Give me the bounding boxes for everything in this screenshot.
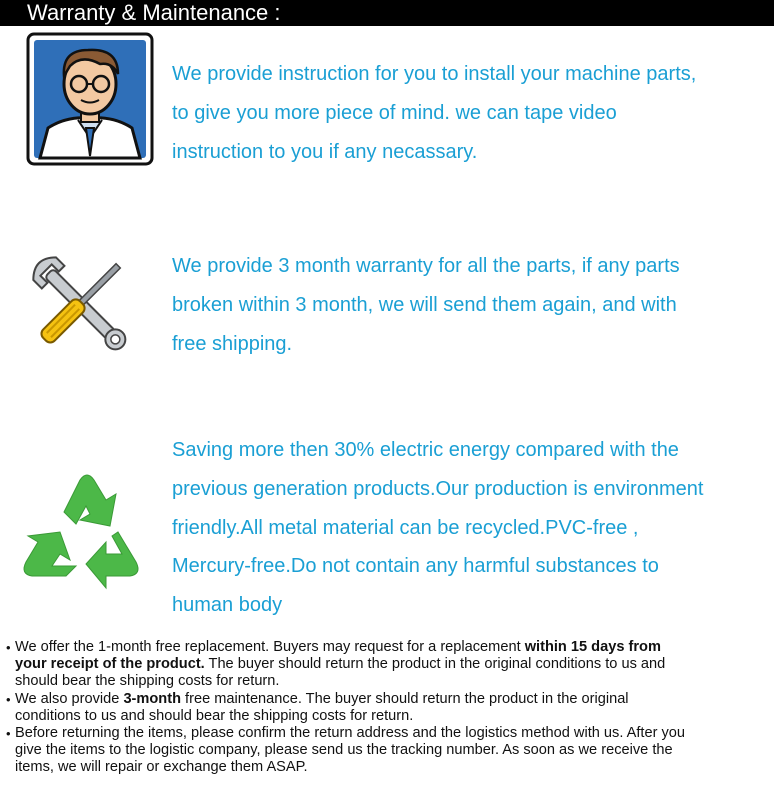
bold-text-run: your receipt of the product. [15, 656, 205, 673]
text-line: previous generation products.Our production is environment [172, 477, 704, 500]
policy-bullet-list [6, 639, 772, 777]
text-line: We provide instruction for you to install your machine parts, [172, 63, 697, 85]
text-run: items, we will repair or exchange them ASAP. [15, 759, 308, 776]
text-line: friendly.All metal material can be recycled.PVC-free , [172, 516, 639, 539]
text-line: We provide 3 month warranty for all the parts, if any parts [172, 255, 680, 277]
wrench-screwdriver-icon [20, 244, 140, 364]
text-line: instruction to you if any necassary. [172, 140, 478, 163]
warranty-text [172, 247, 772, 363]
header-bar [0, 0, 774, 26]
text-line: free shipping. [172, 332, 293, 355]
list-item [6, 691, 772, 725]
bullet-icon: • [6, 726, 11, 742]
list-item [6, 725, 772, 777]
text-run: The buyer should return the product in the original conditions to us and [204, 656, 666, 673]
text-run: conditions to us and should bear the shipping costs for return. [15, 707, 414, 724]
list-item [6, 639, 772, 691]
recycle-icon [18, 468, 156, 596]
bullet-icon: • [6, 640, 11, 655]
text-run: free maintenance. The buyer should return the product in the original [181, 690, 629, 707]
text-run: give the items to the logistic company, please send us the tracking number. As soon as we receive the [15, 742, 673, 759]
text-line: human body [172, 594, 283, 617]
bold-text-run: within 15 days from [524, 639, 661, 655]
bullet-icon: • [6, 691, 11, 707]
doctor-portrait-icon [26, 32, 154, 166]
text-line: Mercury-free.Do not contain any harmful substances to [172, 555, 659, 578]
text-line: broken within 3 month, we will send them again, and with [172, 293, 677, 316]
eco-energy-text [172, 431, 772, 625]
text-run: should bear the shipping costs for return. [15, 673, 280, 690]
page-title: Warranty & Maintenance : [27, 0, 281, 25]
text-line: Saving more then 30% electric energy compared with the [172, 439, 679, 461]
text-run: We offer the 1-month free replacement. Buyers may request for a replacement [15, 639, 525, 655]
install-instruction-text [172, 55, 772, 171]
text-run: We also provide [15, 690, 124, 707]
text-line: to give you more piece of mind. we can tape video [172, 101, 617, 124]
bold-text-run: 3-month [123, 690, 181, 707]
text-run: Before returning the items, please confirm the return address and the logistics method with us. After you [15, 725, 686, 742]
